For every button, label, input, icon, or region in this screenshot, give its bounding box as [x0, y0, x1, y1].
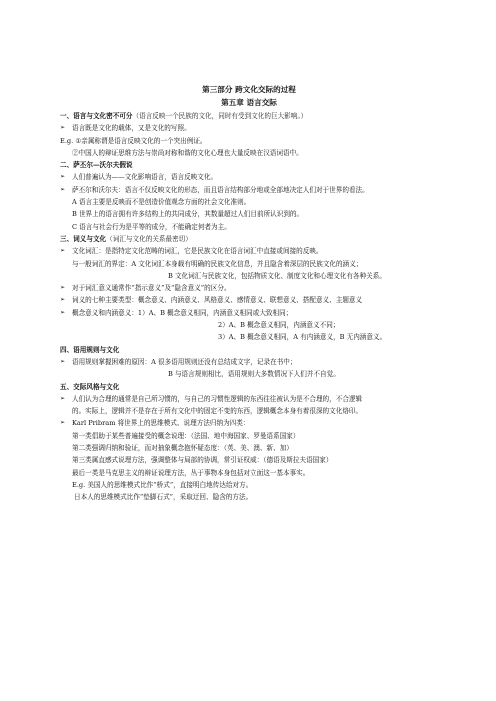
bullet-text: Karl Pribram 将世界上的思维模式、说理方法归纳为四类： [72, 419, 250, 428]
paragraph-line: B 世界上的语言拥有许多结构上的共同成分，其数量超过人们目前所认识到的。 [72, 210, 304, 219]
bullet-text: 人们普遍认为——文化影响语言，语言反映文化。 [72, 173, 218, 182]
bullet-item [60, 393, 438, 405]
section-note: （词汇与文化的关系最密切） [106, 234, 192, 243]
arrow-bullet-icon: ➢ [60, 124, 66, 132]
example-line: ②中国人的辩证思维方法与崇尚对称和谐的文化心理也大量反映在汉语词语中。 [72, 148, 303, 157]
paragraph-line: 第二类强调归纳和验证，而对抽象概念抱怀疑态度：（英、美、澳、新、加） [72, 444, 293, 453]
paragraph-line: A 语言主要是反映而不是创造价值观念方面的社会文化准则。 [72, 198, 251, 207]
arrow-bullet-icon: ➢ [60, 296, 66, 304]
bullet-item [60, 356, 438, 368]
arrow-bullet-icon: ➢ [60, 247, 66, 255]
bullet-text: 概念意义和内涵意义：1）A、B 概念意义相同，内涵意义相同或大致相同； [72, 308, 293, 317]
paragraph-line: 2）A、B 概念意义相同，内涵意义不同； [218, 321, 340, 330]
section-note: （语言反映一个民族的文化，同时有受到文化的巨大影响。） [132, 112, 308, 120]
bullet-item [60, 294, 438, 306]
arrow-bullet-icon: ➢ [60, 308, 66, 316]
bullet-item [60, 282, 438, 294]
section-heading: 二、萨丕尔—沃尔夫假说 [60, 161, 133, 170]
arrow-bullet-icon: ➢ [60, 185, 66, 193]
arrow-bullet-icon: ➢ [60, 173, 66, 181]
chapter-title: 第五章 语言交际 [221, 98, 277, 107]
paragraph-line: 最后一类是马克思主义的辩证说理方法，丛于事物本身包括对立面这一基本事实。 [72, 468, 310, 477]
paragraph-line: C 语言与社会行为是平等的成分，不能确定何者为主。 [72, 222, 231, 231]
bullet-item [60, 307, 438, 319]
example-line: 日本人的思维模式比作“垫脚石式”，采取迂回、隐含的方法。 [74, 493, 253, 502]
section-heading-text: 三、词义与文化 [60, 234, 107, 243]
bullet-item [60, 184, 438, 196]
bullet-item [60, 122, 438, 134]
bullet-text: 词义的七种主要类型：概念意义、内涵意义、风格意义、感情意义、联想意义、搭配意义、主题意义 [72, 296, 363, 305]
bullet-text: 人们认为合理的通常是自己所习惯的，与自己的习惯性逻辑的东西往往被认为是不合理的，不合逻辑 [72, 394, 363, 403]
bullet-text: 文化词汇：是指特定文化范畴的词汇，它是民族文化在语言词汇中直接或间接的反映。 [72, 247, 323, 256]
paragraph-line: 的。实际上，逻辑并不是存在于所有文化中的固定不变的东西，逻辑概念本身有着很深的文化烙印。 [72, 407, 363, 416]
paragraph-line: B 文化词汇与民族文化，包括物质文化、制度文化和心理文化有各种关系。 [168, 271, 386, 280]
paragraph-line: 与一般词汇的界定：A 文化词汇本身载有明确的民族文化信息，并且隐含着深层的民族文化的涵义； [72, 259, 363, 268]
section-heading: 四、语用规则与文化 [60, 345, 120, 354]
part-title: 第三部分 跨文化交际的过程 [202, 85, 296, 94]
bullet-text: 萨丕尔和沃尔夫：语言不仅反映文化的形态，而且语言结构部分地或全部地决定人们对于世界的看法。 [72, 185, 369, 194]
paragraph-line: 第一类倡助于某些普遍接受的概念说理：（法国、地中海国家、罗曼语系国家） [72, 431, 300, 440]
paragraph-line: B 与语言规则相比，语用规则大多数情况下人们并不自觉。 [168, 370, 340, 379]
paragraph-line: 第三类属直感式说理方法，强调整体与局部的协调，常引证权威：（德语及斯拉夫语国家） [72, 456, 333, 465]
section-heading: 五、交际风格与文化 [60, 382, 120, 391]
example-line: E.g. 美国人的思维模式比作“桥式”，直接明白地传达给对方。 [72, 480, 253, 489]
bullet-item [60, 245, 438, 257]
bullet-text: 语用规则掌握困难的原因：A 很多语用规则还没有总结成文字，记录在书中； [72, 357, 297, 366]
bullet-item [60, 171, 438, 183]
bullet-text: 对于词汇意义通常作“指示意义”及“隐含意义”的区分。 [72, 284, 231, 293]
document-content [60, 83, 438, 504]
bullet-item [60, 417, 438, 429]
arrow-bullet-icon: ➢ [60, 419, 66, 427]
arrow-bullet-icon: ➢ [60, 394, 66, 402]
section-heading [60, 110, 438, 122]
section-heading [60, 233, 438, 245]
example-line: E.g. ①亲属称谓是语言反映文化的一个突出例证。 [60, 136, 207, 145]
bullet-text: 语言既是文化的载体，又是文化的写照。 [72, 124, 191, 133]
arrow-bullet-icon: ➢ [60, 284, 66, 292]
paragraph-line: 3）A、B 概念意义相同，A 有内涵意义，B 无内涵意义。 [218, 333, 387, 342]
section-heading-text: 一、语言与文化密不可分 [60, 112, 133, 120]
arrow-bullet-icon: ➢ [60, 357, 66, 365]
